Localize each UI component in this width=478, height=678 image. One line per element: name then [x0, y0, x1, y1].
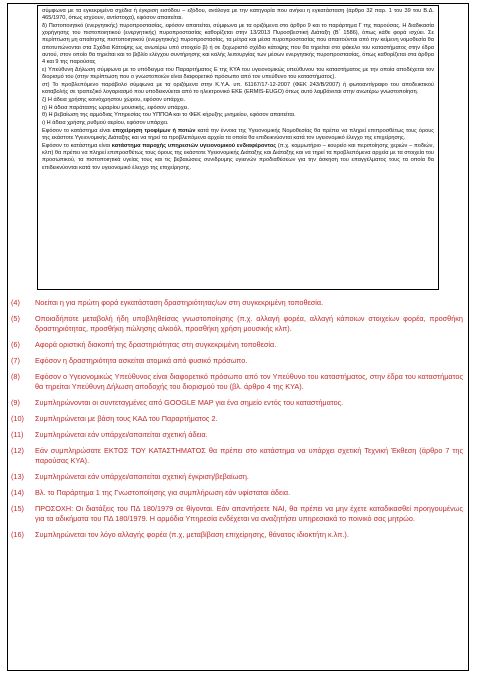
footnote — [11, 314, 463, 334]
footnote-number: (14) — [11, 488, 24, 497]
footnote-number: (8) — [11, 372, 20, 381]
food-rest: κατά την έννοια της Υγειονομικής Νομοθεσίας θα πρέπει να πληρεί επιπροσθέτως τους όρους της εκάστοτε Υγειονομικής Διάταξης και να τηρεί τα προβλεπόμενα αρχεία τα οποία θα επιδεικνύονται κατά τον υγειονομικό έλεγχο της επιχείρησης. — [42, 128, 434, 142]
footnote — [11, 356, 463, 366]
care-services-paragraph — [42, 143, 434, 172]
box-paragraph: σύμφωνα με τα εγκεκριμένα σχέδια ή έγκριση εισόδου – εξόδου, ανάλογα με την κατηγορία που ανήκει η εγκατάσταση (άρθρο 32 παρ. 1 του 39 του Β.Δ. 465/1970, όπως ισχύουν, αντίστοιχα), εφόσον απαιτείται. — [42, 8, 434, 22]
footnote — [11, 472, 463, 482]
care-bold: κατάστημα παροχής υπηρεσιών υγειονομικού ενδιαφέροντος — [111, 143, 277, 149]
footnotes — [11, 298, 463, 546]
footnote-text: Οποιαδήποτε μεταβολή ήδη υποβληθείσας γνωστοποίησης (π.χ. αλλαγή φορέα, αλλαγή κάποιων στοιχείων φορέα, προσθήκη δραστηριότητας, προσθήκη πώλησης αλκοόλ, προσθήκη χρήση μουσικής κλπ). — [35, 314, 463, 333]
box-paragraph: ζ) Η άδεια χρήσης κοινόχρηστου χώρου, εφόσον υπάρχει. — [42, 96, 186, 103]
box-paragraph: δ) Πιστοποιητικό (ενεργητικής) πυροπροστασίας, εφόσον απαιτείται, σύμφωνα με τα οριζόμενα στο άρθρο 9 και το παράρτημα Γ της παρούσας. Η διαδικασία χορήγησης του πιστοποιητικού (ενεργητικής) πυροπροστασίας καθορίζεται στην 13/2013 Πυροσβεστική Διάταξη (Β΄ 1586), όπως κάθε φορά ισχύει. Σε περίπτωση μη απαίτησης πιστοποιητικού (ενεργητικής) πυροπροστασίας, τα μέτρα και μέσα πυροπροστασίας που απαιτούνται από την κείμενη νομοθεσία θα αποτυπώνονται στα Σχέδια Κάτοψης ως ανωτέρω υπό στοιχείο β) ή σε ξεχωριστό σχέδιο κάτοψης που θα τηρείται στο φάκελο του καταστήματος στην έδρα αυτού, στον οποίο θα τηρείται και το βιβλίο ελέγχου συντήρησης και καλής λειτουργίας των μέσων ενεργητικής πυροπροστασίας, όπως καθορίζεται στα άρθρα 4 και 9 της παρούσας — [42, 23, 434, 66]
footnote-text: ΠΡΟΣΟΧΗ: Οι διατάξεις του ΠΔ 180/1979 σε θίγονται. Εάν απαντήσετε ΝΑΙ, θα πρέπει να μην έχετε καταδικασθεί προηγουμένως για τα αδικήματα του ΠΔ 180/1979. Η αρμόδια Υπηρεσία ενδέχεται να αναζητήσει υπηρεσιακά το ποινικό σας μητρώο. — [35, 504, 463, 523]
care-lead: Εφόσον το κατάστημα είναι — [42, 143, 110, 149]
footnote — [11, 430, 463, 440]
food-lead: Εφόσον το κατάστημα είναι — [42, 128, 111, 134]
footnote — [11, 372, 463, 392]
footnote — [11, 398, 463, 408]
footnote — [11, 530, 463, 540]
footnote-number: (12) — [11, 446, 24, 455]
footnote-number: (15) — [11, 504, 24, 513]
footnote-text: Συμπληρώνεται εάν υπάρχει/απαιτείται σχετική άδεια. — [35, 430, 208, 439]
requirements-box — [37, 5, 439, 290]
footnote-text: Εφόσον ο Υγειονομικώς Υπεύθυνος είναι διαφορετικό πρόσωπο από τον Υπεύθυνο του καταστήματος, στην έδρα του καταστήματος θα τηρείται Υπεύθυνη Δήλωση αποδοχής του διορισμού του (βλ. άρθρο 4 της ΚΥΑ). — [35, 372, 463, 391]
footnote-number: (7) — [11, 356, 20, 365]
box-paragraph: ι) Η άδεια χρήσης ρυθμού αερίου, εφόσον υπάρχει. — [42, 120, 169, 127]
care-rest: (π.χ. κομμωτήριο – κουρείο και περιποίησης χεριών – ποδιών, κλπ) θα πρέπει να πληρεί επιπροσθέτως τους όρους της εκάστοτε Υγειονομικής Διάταξης και Διάταξης και να τηρεί τα προβλεπόμενα αρχεία με τα στοιχεία του προσωπικού, τα πιστοποιητικά υγείας τους και τις βεβαιώσεις συνιδρυμης υγιεινών προδιαθέσεων για την άσκηση του επαγγέλματος τους τα οποία θα επιδεικνύονται κατά τον υγειονομικό έλεγχο της επιχείρησης. — [42, 143, 434, 171]
footnote-text: Συμπληρώνεται με βάση τους ΚΑΔ του Παραρτήματος 2. — [35, 414, 218, 423]
footnote-text: Εάν συμπληρώσατε ΕΚΤΟΣ ΤΟΥ ΚΑΤΑΣΤΗΜΑΤΟΣ θα πρέπει στο κατάστημα να υπάρχει σχετική Τεχνική Έκθεση (άρθρο 7 της παρούσας ΚΥΑ). — [35, 446, 463, 465]
food-business-paragraph — [42, 128, 434, 142]
footnote — [11, 298, 463, 308]
footnote-number: (16) — [11, 530, 24, 539]
footnote-number: (11) — [11, 430, 24, 439]
footnote-text: Βλ. το Παράρτημα 1 της Γνωστοποίησης για συμπλήρωση εάν υφίσταται άδεια. — [35, 488, 291, 497]
box-paragraph: στ) Το προβλεπόμενο παράβολο σύμφωνα με τα οριζόμενα στην Κ.Υ.Α. υπ. 61167/17-12-2007 (ΦΕΚ 243/Β/2007) ή φωτοαντίγραφο του αποδεικτικού καταβολής σε τραπεζικό λογαριασμό που υποδεικνύεται από το ηλεκτρονικό ΕΚΕ (ERMIS-EUGO) όπως αυτό λαμβάνεται στην ανωτέρω γνωστοποίηση. — [42, 81, 434, 96]
footnote-text: Αφορά οριστική διακοπή της δραστηριότητας στη συγκεκριμένη τοποθεσία. — [35, 340, 277, 349]
footnote-text: Συμπληρώνονται οι συντεταγμένες από GOOGLE MAP για ένα σημείο εντός του καταστήματος. — [35, 398, 344, 407]
box-paragraph: η) Η άδεια παράτασης ωραρίου μουσικής, εφόσον υπάρχει. — [42, 104, 189, 111]
food-bold: επιχείρηση τροφίμων ή ποτών — [112, 128, 196, 134]
footnote-number: (4) — [11, 298, 20, 307]
footnote — [11, 446, 463, 466]
footnote — [11, 414, 463, 424]
footnote — [11, 504, 463, 524]
footnote-number: (9) — [11, 398, 20, 407]
footnote-number: (5) — [11, 314, 20, 323]
footnote-text: Συμπληρώνεται εάν υπάρχει/απαιτείται σχετική έγκριση/βεβαίωση. — [35, 472, 249, 481]
footnote-text: Νοείται η για πρώτη φορά εγκατάσταση δραστηριότητας/ων στη συγκεκριμένη τοποθεσία. — [35, 298, 324, 307]
footnote — [11, 488, 463, 498]
footnote-number: (6) — [11, 340, 20, 349]
footnote-text: Συμπληρώνεται τον λόγο αλλαγής φορέα (π.χ, μεταβίβαση επιχείρησης, θάνατος ιδιοκτήτη κ.λπ.). — [35, 530, 349, 539]
box-paragraph: θ) Η βεβαίωση της αρμόδιας Υπηρεσίας του ΥΠΠΟΑ και το ΦΕΚ κήρυξης μνημείου, εφόσον απαιτείται. — [42, 112, 296, 119]
box-paragraph: ε) Υπεύθυνη Δήλωση σύμφωνα με το υπόδειγμα του Παραρτήματος Ε της ΚΥΑ του υγειονομικώς υπεύθυνου του καταστήματος με την οποία αποδέχεται τον διορισμό του (στην περίπτωση που ο γνωστοποιών είναι διαφορετικό πρόσωπο από τον υπεύθυνο του καταστήματος). — [42, 66, 434, 81]
footnote-number: (13) — [11, 472, 24, 481]
footnote-number: (10) — [11, 414, 24, 423]
footnote-text: Εφόσον η δραστηριότητα ασκείται ατομικά από φυσικό πρόσωπο. — [35, 356, 248, 365]
footnote — [11, 340, 463, 350]
